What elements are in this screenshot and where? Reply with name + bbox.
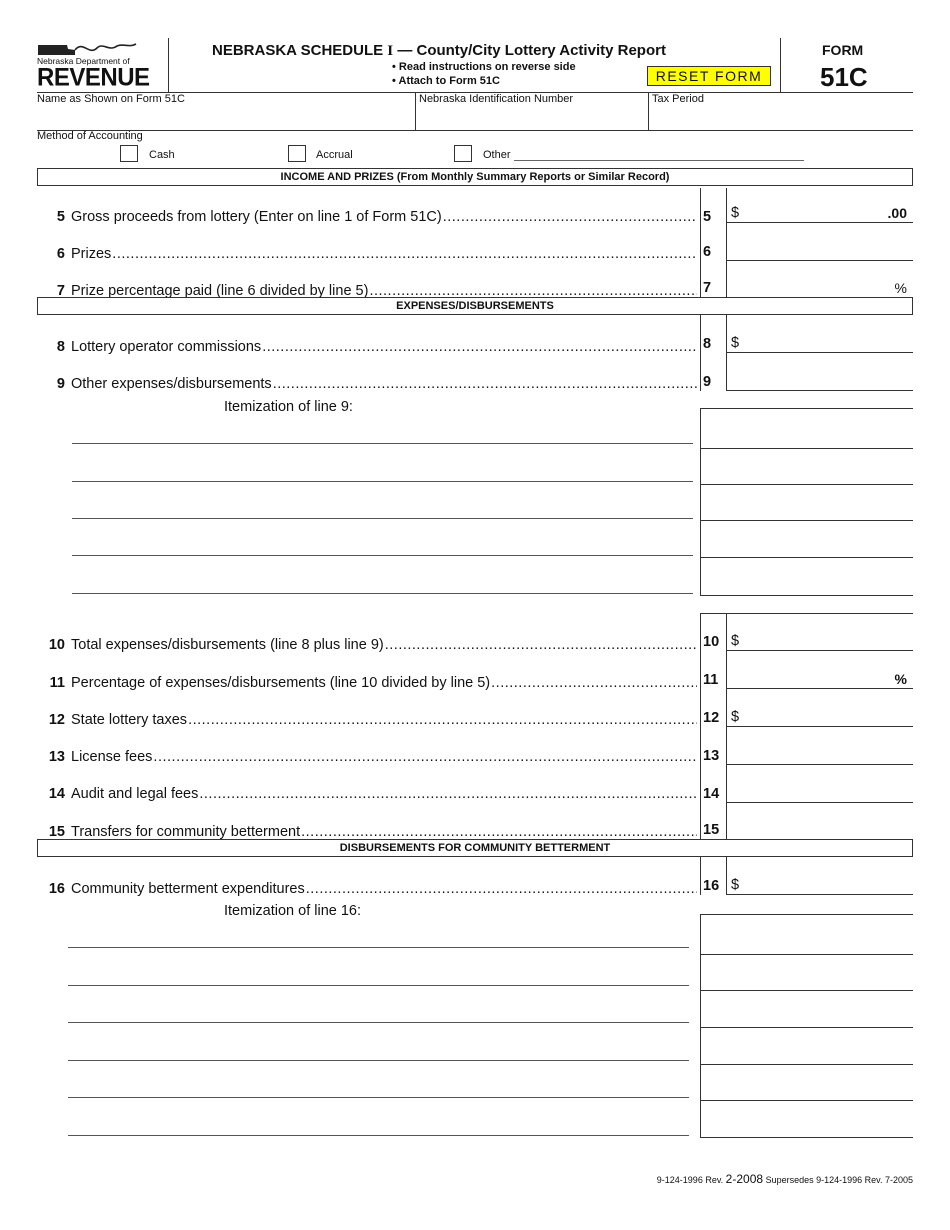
itemization-16-desc-1[interactable] xyxy=(68,947,689,948)
line-16-amount-field[interactable]: $ xyxy=(727,857,913,895)
id-number-label: Nebraska Identification Number xyxy=(419,93,574,105)
line-15-row: 15 Transfers for community betterment ..... xyxy=(37,820,697,840)
line-13-number-box: 13 xyxy=(700,727,727,765)
other-checkbox[interactable] xyxy=(454,145,472,162)
line-6-row: 6 Prizes ..... xyxy=(37,242,697,262)
id-number-field[interactable] xyxy=(419,106,647,128)
itemization-9-desc-3[interactable] xyxy=(72,518,693,519)
itemization-16-amount-4[interactable] xyxy=(700,1064,913,1065)
itemization-9-label: Itemization of line 9: xyxy=(224,399,353,415)
line-15-amount-field[interactable] xyxy=(727,803,913,839)
line-9-number-box: 9 xyxy=(700,353,727,391)
line-12-number-box: 12 xyxy=(700,689,727,727)
itemization-9-desc-4[interactable] xyxy=(72,555,693,556)
line-7-number-box: 7 xyxy=(700,261,727,297)
line-8-amount-field[interactable]: $ xyxy=(727,315,913,353)
tax-period-field[interactable] xyxy=(652,106,912,128)
income-section-header: INCOME AND PRIZES (From Monthly Summary Reports or Similar Record) xyxy=(37,168,913,186)
itemization-16-desc-4[interactable] xyxy=(68,1060,689,1061)
revision-footer: 9-124-1996 Rev. 2-2008 Supersedes 9-124-1996 Rev. 7-2005 xyxy=(656,1172,913,1186)
itemization-16-desc-3[interactable] xyxy=(68,1022,689,1023)
line-15-number-box: 15 xyxy=(700,803,727,839)
itemization-9-desc-1[interactable] xyxy=(72,443,693,444)
itemization-9-amount-2[interactable] xyxy=(700,484,913,485)
agency-large-name: REVENUE xyxy=(37,63,150,92)
line-13-row: 13 License fees ..... xyxy=(37,745,697,765)
itemization-16-amount-6[interactable] xyxy=(700,1137,913,1138)
accrual-label: Accrual xyxy=(316,149,353,161)
form-number: 51C xyxy=(820,62,868,92)
itemization-16-amount-3[interactable] xyxy=(700,1027,913,1028)
line-16-row: 16 Community betterment expenditures ..... xyxy=(37,877,697,897)
accounting-method-label: Method of Accounting xyxy=(37,130,143,142)
expenses-section-header: EXPENSES/DISBURSEMENTS xyxy=(37,297,913,315)
line-12-amount-field[interactable]: $ xyxy=(727,689,913,727)
instruction-bullet-2: • Attach to Form 51C xyxy=(392,75,500,87)
nebraska-map-icon xyxy=(37,40,137,56)
line-11-number-box: 11 xyxy=(700,651,727,689)
line-13-amount-field[interactable] xyxy=(727,727,913,765)
itemization-9-amount-1[interactable] xyxy=(700,448,913,449)
name-field[interactable] xyxy=(37,106,415,128)
line-7-row: 7 Prize percentage paid (line 6 divided by line 5) ..... xyxy=(37,279,697,299)
itemization-9-desc-5[interactable] xyxy=(72,593,693,594)
line-7-amount-field[interactable]: % xyxy=(894,280,907,296)
cash-label: Cash xyxy=(149,149,175,161)
line-14-amount-field[interactable] xyxy=(727,765,913,803)
form-label: FORM xyxy=(822,42,864,58)
instruction-bullet-1: • Read instructions on reverse side xyxy=(392,61,576,73)
name-label: Name as Shown on Form 51C xyxy=(37,93,185,105)
accrual-checkbox[interactable] xyxy=(288,145,306,162)
itemization-9-amount-5[interactable] xyxy=(700,595,913,596)
itemization-16-desc-2[interactable] xyxy=(68,985,689,986)
agency-small-name: Nebraska Department of xyxy=(37,56,130,66)
itemization-16-amount-2[interactable] xyxy=(700,990,913,991)
line-9-row: 9 Other expenses/disbursements ..... xyxy=(37,372,697,392)
itemization-16-amount-1[interactable] xyxy=(700,954,913,955)
other-method-input[interactable] xyxy=(514,160,804,161)
line-5-number-box: 5 xyxy=(700,188,727,226)
line-10-row: 10 Total expenses/disbursements (line 8 plus line 9) ..... xyxy=(37,633,697,653)
line-16-number-box: 16 xyxy=(700,857,727,895)
itemization-16-desc-5[interactable] xyxy=(68,1097,689,1098)
itemization-9-amount-4[interactable] xyxy=(700,557,913,558)
line-10-amount-field[interactable]: $ xyxy=(727,613,913,651)
line-5-row: 5 Gross proceeds from lottery (Enter on line 1 of Form 51C) ..... xyxy=(37,205,697,225)
line-6-amount-field[interactable] xyxy=(727,223,913,261)
agency-logo xyxy=(37,40,150,92)
line-12-row: 12 State lottery taxes ..... xyxy=(37,708,697,728)
reset-form-button[interactable]: RESET FORM xyxy=(647,66,771,86)
itemization-16-label: Itemization of line 16: xyxy=(224,903,362,919)
itemization-16-desc-6[interactable] xyxy=(68,1135,689,1136)
line-10-number-box: 10 xyxy=(700,613,727,651)
itemization-9-desc-2[interactable] xyxy=(72,481,693,482)
itemization-16-amount-5[interactable] xyxy=(700,1100,913,1101)
line-8-number-box: 8 xyxy=(700,315,727,353)
other-label: Other xyxy=(483,149,511,161)
line-14-row: 14 Audit and legal fees ..... xyxy=(37,782,697,802)
line-6-number-box: 6 xyxy=(700,223,727,261)
line-5-amount-field[interactable]: $ .00 xyxy=(727,188,913,223)
betterment-section-header: DISBURSEMENTS FOR COMMUNITY BETTERMENT xyxy=(37,839,913,857)
line-14-number-box: 14 xyxy=(700,765,727,803)
line-11-row: 11 Percentage of expenses/disbursements (line 10 divided by line 5) ..... xyxy=(37,671,697,691)
tax-period-label: Tax Period xyxy=(652,93,704,105)
line-11-amount-field[interactable]: % xyxy=(727,651,913,689)
line-8-row: 8 Lottery operator commissions ..... xyxy=(37,335,697,355)
form-title: NEBRASKA SCHEDULE I — County/City Lottery Activity Report xyxy=(212,42,666,59)
itemization-9-amount-3[interactable] xyxy=(700,520,913,521)
cash-checkbox[interactable] xyxy=(120,145,138,162)
line-9-amount-field[interactable] xyxy=(727,353,913,391)
